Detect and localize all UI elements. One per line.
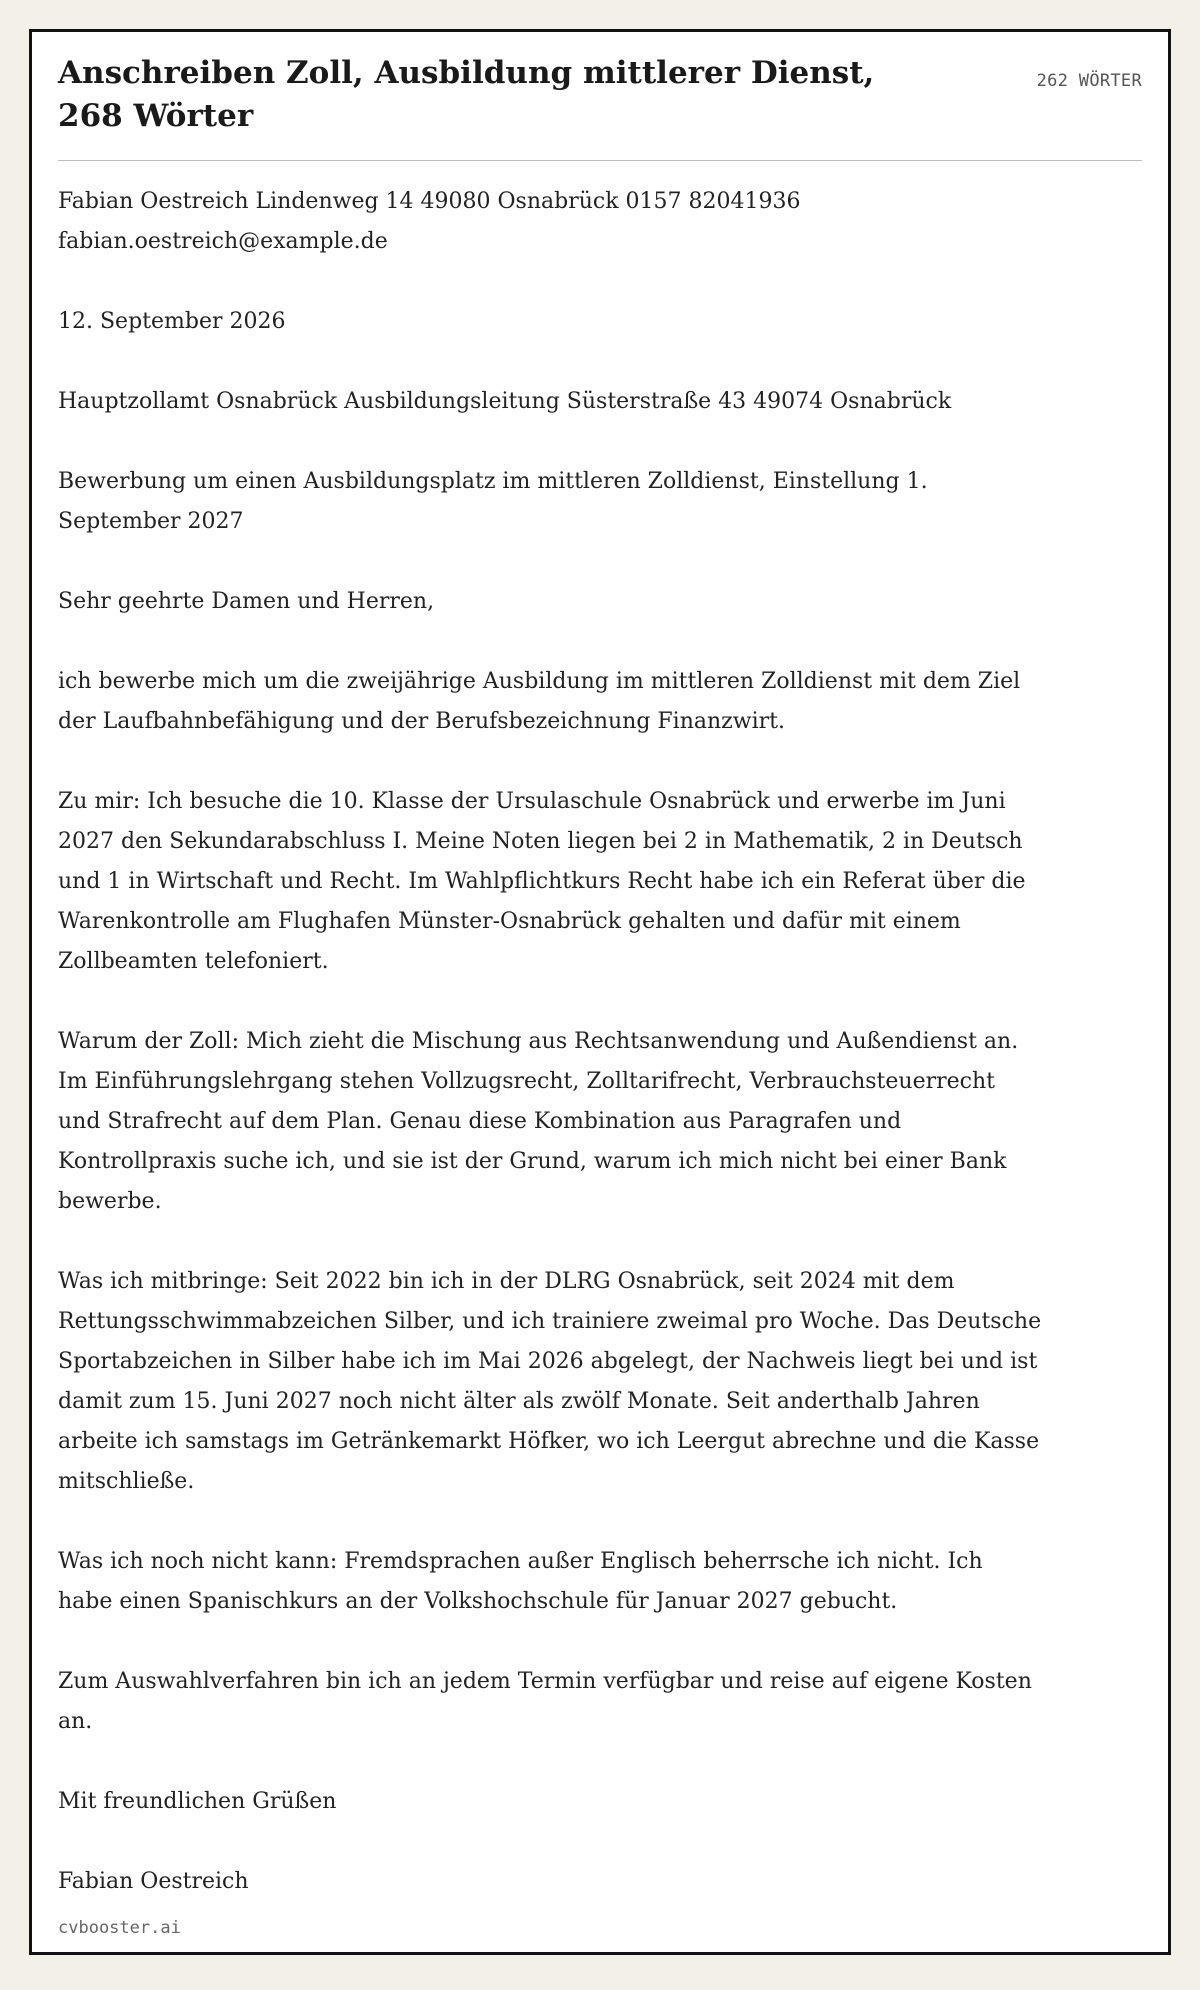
- signature-name: Fabian Oestreich: [58, 1869, 249, 1894]
- document-title: Anschreiben Zoll, Ausbildung mittlerer Dienst, 268 Wörter: [58, 55, 875, 134]
- body-paragraph: Warum der Zoll: Mich zieht die Mischung aus Rechtsanwendung und Außendienst an. Im Einführungslehrgang stehen Vollzugsrecht, Zolltarifrecht, Verbrauchsteuerrecht und Strafrecht auf dem Plan. Genau diese Kombination aus Paragrafen und Kontrollpraxis suche ich, und sie ist der Grund, warum ich mich nicht bei einer Bank bewerbe.: [58, 1029, 1019, 1214]
- subject-line: Bewerbung um einen Ausbildungsplatz im mittleren Zolldienst, Einstellung 1. September 2027: [58, 469, 928, 534]
- body-paragraph: Zu mir: Ich besuche die 10. Klasse der Ursulaschule Osnabrück und erwerbe im Juni 2027 den Sekundarabschluss I. Meine Noten liegen bei 2 in Mathematik, 2 in Deutsch und 1 in Wirtschaft und Recht. Im Wahlpflichtkurs Recht habe ich ein Referat über die Warenkontrolle am Flughafen Münster-Osnabrück gehalten und dafür mit einem Zollbeamten telefoniert.: [58, 789, 1026, 974]
- footer-brand[interactable]: cvbooster.ai: [58, 1918, 181, 1938]
- sender-block: Fabian Oestreich Lindenweg 14 49080 Osnabrück 0157 82041936 fabian.oestreich@example.de: [58, 189, 801, 254]
- body-paragraph: ich bewerbe mich um die zweijährige Ausbildung im mittleren Zolldienst mit dem Ziel der Laufbahnbefähigung und der Berufsbezeichnung Finanzwirt.: [58, 669, 1021, 734]
- body-paragraph: Was ich noch nicht kann: Fremdsprachen außer Englisch beherrsche ich nicht. Ich habe einen Spanischkurs an der Volkshochschule für Januar 2027 gebucht.: [58, 1549, 983, 1614]
- document-header: [58, 52, 1142, 161]
- salutation: Sehr geehrte Damen und Herren,: [58, 589, 435, 614]
- body-paragraph: Zum Auswahlverfahren bin ich an jedem Termin verfügbar und reise auf eigene Kosten an.: [58, 1669, 1032, 1734]
- word-count-badge: 262 WÖRTER: [1036, 71, 1142, 91]
- body-paragraph: Was ich mitbringe: Seit 2022 bin ich in der DLRG Osnabrück, seit 2024 mit dem Rettungsschwimmabzeichen Silber, und ich trainiere zweimal pro Woche. Das Deutsche Sportabzeichen in Silber habe ich im Mai 2026 abgelegt, der Nachweis liegt bei und ist damit zum 15. Juni 2027 noch nicht älter als zwölf Monate. Seit anderthalb Jahren arbeite ich samstags im Getränkemarkt Höfker, wo ich Leergut abrechne und die Kasse mitschließe.: [58, 1269, 1042, 1494]
- document-card: [29, 29, 1171, 1955]
- closing-line: Mit freundlichen Grüßen: [58, 1789, 337, 1814]
- letter-date: 12. September 2026: [58, 309, 286, 334]
- recipient-block: Hauptzollamt Osnabrück Ausbildungsleitung Süsterstraße 43 49074 Osnabrück: [58, 389, 952, 414]
- letter-body: [58, 182, 1043, 1942]
